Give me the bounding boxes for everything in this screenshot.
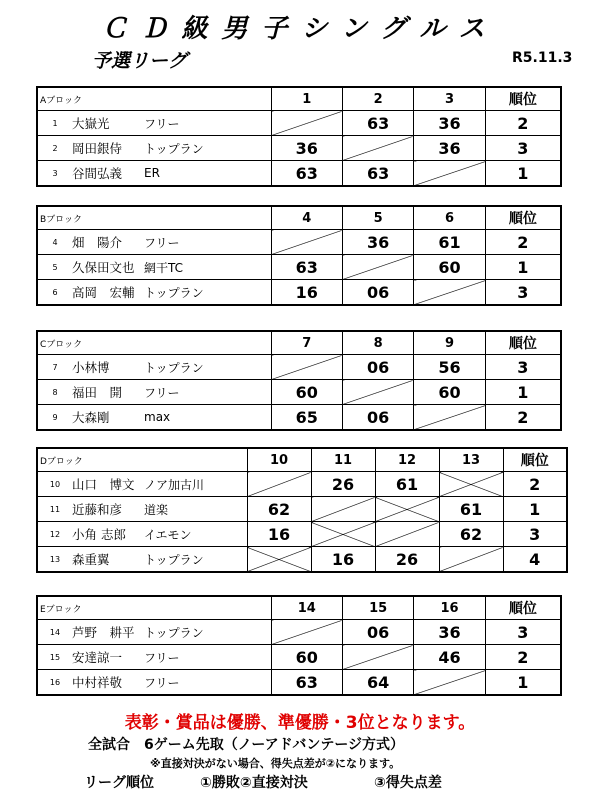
self-match-cell: [247, 472, 311, 497]
score-cell: 36: [414, 111, 485, 136]
player-club: イエモン: [144, 527, 192, 542]
table-row: [37, 161, 561, 187]
rank-cell: 4: [503, 547, 567, 573]
score-cell: 60: [414, 380, 485, 405]
player-cell: [37, 670, 271, 696]
column-header: 8: [342, 331, 413, 355]
rank-header: 順位: [485, 331, 561, 355]
rank-cell: 2: [503, 472, 567, 497]
block-c-table: [36, 330, 562, 431]
rank-cell: 1: [503, 497, 567, 522]
score-cell: 46: [414, 645, 485, 670]
player-club: トップラン: [144, 285, 204, 300]
player-name: 久保田文也: [72, 260, 135, 275]
score-cell: 62: [247, 497, 311, 522]
rank-cell: 3: [485, 280, 561, 306]
table-row: [37, 547, 567, 573]
rank-cell: 3: [485, 136, 561, 161]
score-cell: 06: [342, 355, 413, 380]
score-cell: 36: [414, 620, 485, 645]
player-club: トップラン: [144, 552, 204, 567]
player-name: 安達諒一: [72, 650, 123, 665]
rank-cell: 2: [485, 111, 561, 136]
table-row: [37, 497, 567, 522]
column-header: 5: [342, 206, 413, 230]
player-name: 高岡 宏輔: [72, 285, 135, 300]
rank-rule-2: ③得失点差: [374, 775, 442, 791]
block-a-table: [36, 86, 562, 187]
column-header: 1: [271, 87, 342, 111]
player-name: 谷間弘義: [72, 166, 123, 181]
player-club: 道楽: [144, 502, 169, 517]
table-row: [37, 472, 567, 497]
column-header: 12: [375, 448, 439, 472]
rank-header: 順位: [485, 596, 561, 620]
block-label: Cブロック: [37, 331, 271, 355]
score-cell: 63: [342, 111, 413, 136]
self-match-cell: [414, 161, 485, 187]
player-number: 5: [52, 262, 58, 272]
table-row: [37, 255, 561, 280]
player-club: ER: [144, 166, 160, 180]
rank-rule-label: リーグ順位: [84, 775, 154, 791]
table-row: [37, 670, 561, 696]
score-cell: 06: [342, 280, 413, 306]
player-name: 芦野 耕平: [72, 625, 135, 640]
player-number: 6: [52, 287, 58, 297]
score-cell: 61: [414, 230, 485, 255]
block-e-table: [36, 595, 562, 696]
player-name: 畑 陽介: [72, 235, 123, 250]
block-label: Aブロック: [37, 87, 271, 111]
rank-cell: 1: [485, 161, 561, 187]
self-match-cell: [271, 230, 342, 255]
score-cell: 26: [311, 472, 375, 497]
player-cell: [37, 522, 247, 547]
player-cell: [37, 380, 271, 405]
player-club: トップラン: [144, 141, 204, 156]
rank-cell: 1: [485, 670, 561, 696]
score-cell: 60: [271, 380, 342, 405]
rank-cell: 3: [485, 620, 561, 645]
score-cell: 06: [342, 620, 413, 645]
block-label: Eブロック: [37, 596, 271, 620]
self-match-cell: [271, 111, 342, 136]
column-header: 14: [271, 596, 342, 620]
column-header: 7: [271, 331, 342, 355]
player-club: 網干TC: [144, 260, 184, 275]
column-header: 9: [414, 331, 485, 355]
table-row: [37, 380, 561, 405]
column-header: 4: [271, 206, 342, 230]
score-cell: 63: [271, 255, 342, 280]
table-row: [37, 645, 561, 670]
page-subtitle: 予選リーグ: [92, 50, 188, 72]
score-cell: 16: [271, 280, 342, 306]
rank-cell: 2: [485, 405, 561, 431]
self-match-cell: [414, 405, 485, 431]
rank-cell: 2: [485, 230, 561, 255]
self-match-cell: [414, 280, 485, 306]
player-name: 大嶽光: [72, 116, 110, 131]
player-number: 11: [49, 504, 61, 514]
no-match-cell: [247, 547, 311, 573]
self-match-cell: [414, 670, 485, 696]
player-club: トップラン: [144, 360, 204, 375]
player-club: フリー: [144, 235, 180, 250]
self-match-cell: [271, 355, 342, 380]
player-name: 小林博: [72, 360, 110, 375]
player-cell: [37, 620, 271, 645]
self-match-cell: [311, 497, 375, 522]
rank-cell: 3: [503, 522, 567, 547]
rank-cell: 3: [485, 355, 561, 380]
player-number: 2: [52, 143, 58, 153]
player-number: 4: [52, 237, 58, 247]
event-date: R5.11.3: [512, 50, 573, 66]
player-number: 12: [49, 529, 61, 539]
table-row: [37, 522, 567, 547]
player-club: トップラン: [144, 625, 204, 640]
table-row: [37, 280, 561, 306]
player-cell: [37, 472, 247, 497]
player-name: 岡田銀侍: [72, 141, 123, 156]
player-name: 森重翼: [72, 552, 110, 567]
rank-cell: 2: [485, 645, 561, 670]
self-match-cell: [271, 620, 342, 645]
player-number: 3: [52, 168, 58, 178]
score-cell: 56: [414, 355, 485, 380]
player-name: 福田 開: [72, 385, 123, 400]
rank-cell: 1: [485, 380, 561, 405]
player-cell: [37, 405, 271, 431]
self-match-cell: [342, 380, 413, 405]
score-cell: 36: [342, 230, 413, 255]
column-header: 16: [414, 596, 485, 620]
column-header: 6: [414, 206, 485, 230]
score-cell: 16: [247, 522, 311, 547]
player-cell: [37, 111, 271, 136]
match-format: 全試合 6ゲーム先取（ノーアドバンテージ方式）: [88, 737, 405, 753]
block-label: Dブロック: [37, 448, 247, 472]
score-cell: 36: [271, 136, 342, 161]
no-match-cell: [375, 497, 439, 522]
score-cell: 60: [271, 645, 342, 670]
rank-cell: 1: [485, 255, 561, 280]
column-header: 2: [342, 87, 413, 111]
player-club: フリー: [144, 675, 180, 690]
score-cell: 26: [375, 547, 439, 573]
player-cell: [37, 497, 247, 522]
player-club: ノア加古川: [144, 477, 205, 492]
player-number: 15: [49, 652, 61, 662]
player-name: 大森剛: [72, 410, 110, 425]
player-club: フリー: [144, 385, 180, 400]
self-match-cell: [439, 547, 503, 573]
page-title: ＣＤ級男子シングルス: [101, 14, 499, 44]
block-d-table: [36, 447, 568, 573]
player-cell: [37, 280, 271, 306]
player-number: 7: [52, 362, 58, 372]
rank-rule-1: ①勝敗②直接対決: [200, 775, 308, 791]
rank-header: 順位: [485, 206, 561, 230]
score-cell: 60: [414, 255, 485, 280]
score-cell: 63: [271, 670, 342, 696]
player-number: 13: [49, 554, 61, 564]
rank-header: 順位: [485, 87, 561, 111]
player-cell: [37, 645, 271, 670]
score-cell: 61: [439, 497, 503, 522]
rank-header: 順位: [503, 448, 567, 472]
table-row: [37, 620, 561, 645]
score-cell: 63: [271, 161, 342, 187]
self-match-cell: [342, 645, 413, 670]
player-number: 1: [52, 118, 58, 128]
self-match-cell: [342, 255, 413, 280]
column-header: 10: [247, 448, 311, 472]
player-cell: [37, 161, 271, 187]
score-cell: 36: [414, 136, 485, 161]
score-cell: 06: [342, 405, 413, 431]
score-cell: 64: [342, 670, 413, 696]
column-header: 11: [311, 448, 375, 472]
player-number: 8: [52, 387, 58, 397]
table-row: [37, 405, 561, 431]
no-match-cell: [311, 522, 375, 547]
player-number: 16: [49, 677, 61, 687]
player-cell: [37, 255, 271, 280]
table-row: [37, 355, 561, 380]
table-row: [37, 136, 561, 161]
column-header: 15: [342, 596, 413, 620]
no-match-cell: [439, 472, 503, 497]
player-number: 10: [49, 479, 61, 489]
player-name: 小角 志郎: [72, 527, 126, 542]
player-number: 9: [52, 412, 58, 422]
self-match-cell: [342, 136, 413, 161]
block-b-table: [36, 205, 562, 306]
player-cell: [37, 547, 247, 573]
table-row: [37, 230, 561, 255]
score-cell: 63: [342, 161, 413, 187]
player-club: フリー: [144, 116, 180, 131]
column-header: 13: [439, 448, 503, 472]
score-cell: 62: [439, 522, 503, 547]
table-row: [37, 111, 561, 136]
player-name: 近藤和彦: [72, 502, 123, 517]
player-cell: [37, 136, 271, 161]
score-cell: 16: [311, 547, 375, 573]
self-match-cell: [375, 522, 439, 547]
tiebreak-note: ※直接対決がない場合、得失点差が②になります。: [150, 757, 401, 770]
player-club: max: [144, 410, 171, 424]
player-cell: [37, 230, 271, 255]
player-club: フリー: [144, 650, 180, 665]
player-number: 14: [49, 627, 61, 637]
column-header: 3: [414, 87, 485, 111]
award-note: 表彰・賞品は優勝、準優勝・3位となります。: [124, 713, 476, 733]
player-cell: [37, 355, 271, 380]
block-label: Bブロック: [37, 206, 271, 230]
score-cell: 61: [375, 472, 439, 497]
player-name: 山口 博文: [72, 477, 135, 492]
player-name: 中村祥敬: [72, 675, 123, 690]
score-cell: 65: [271, 405, 342, 431]
